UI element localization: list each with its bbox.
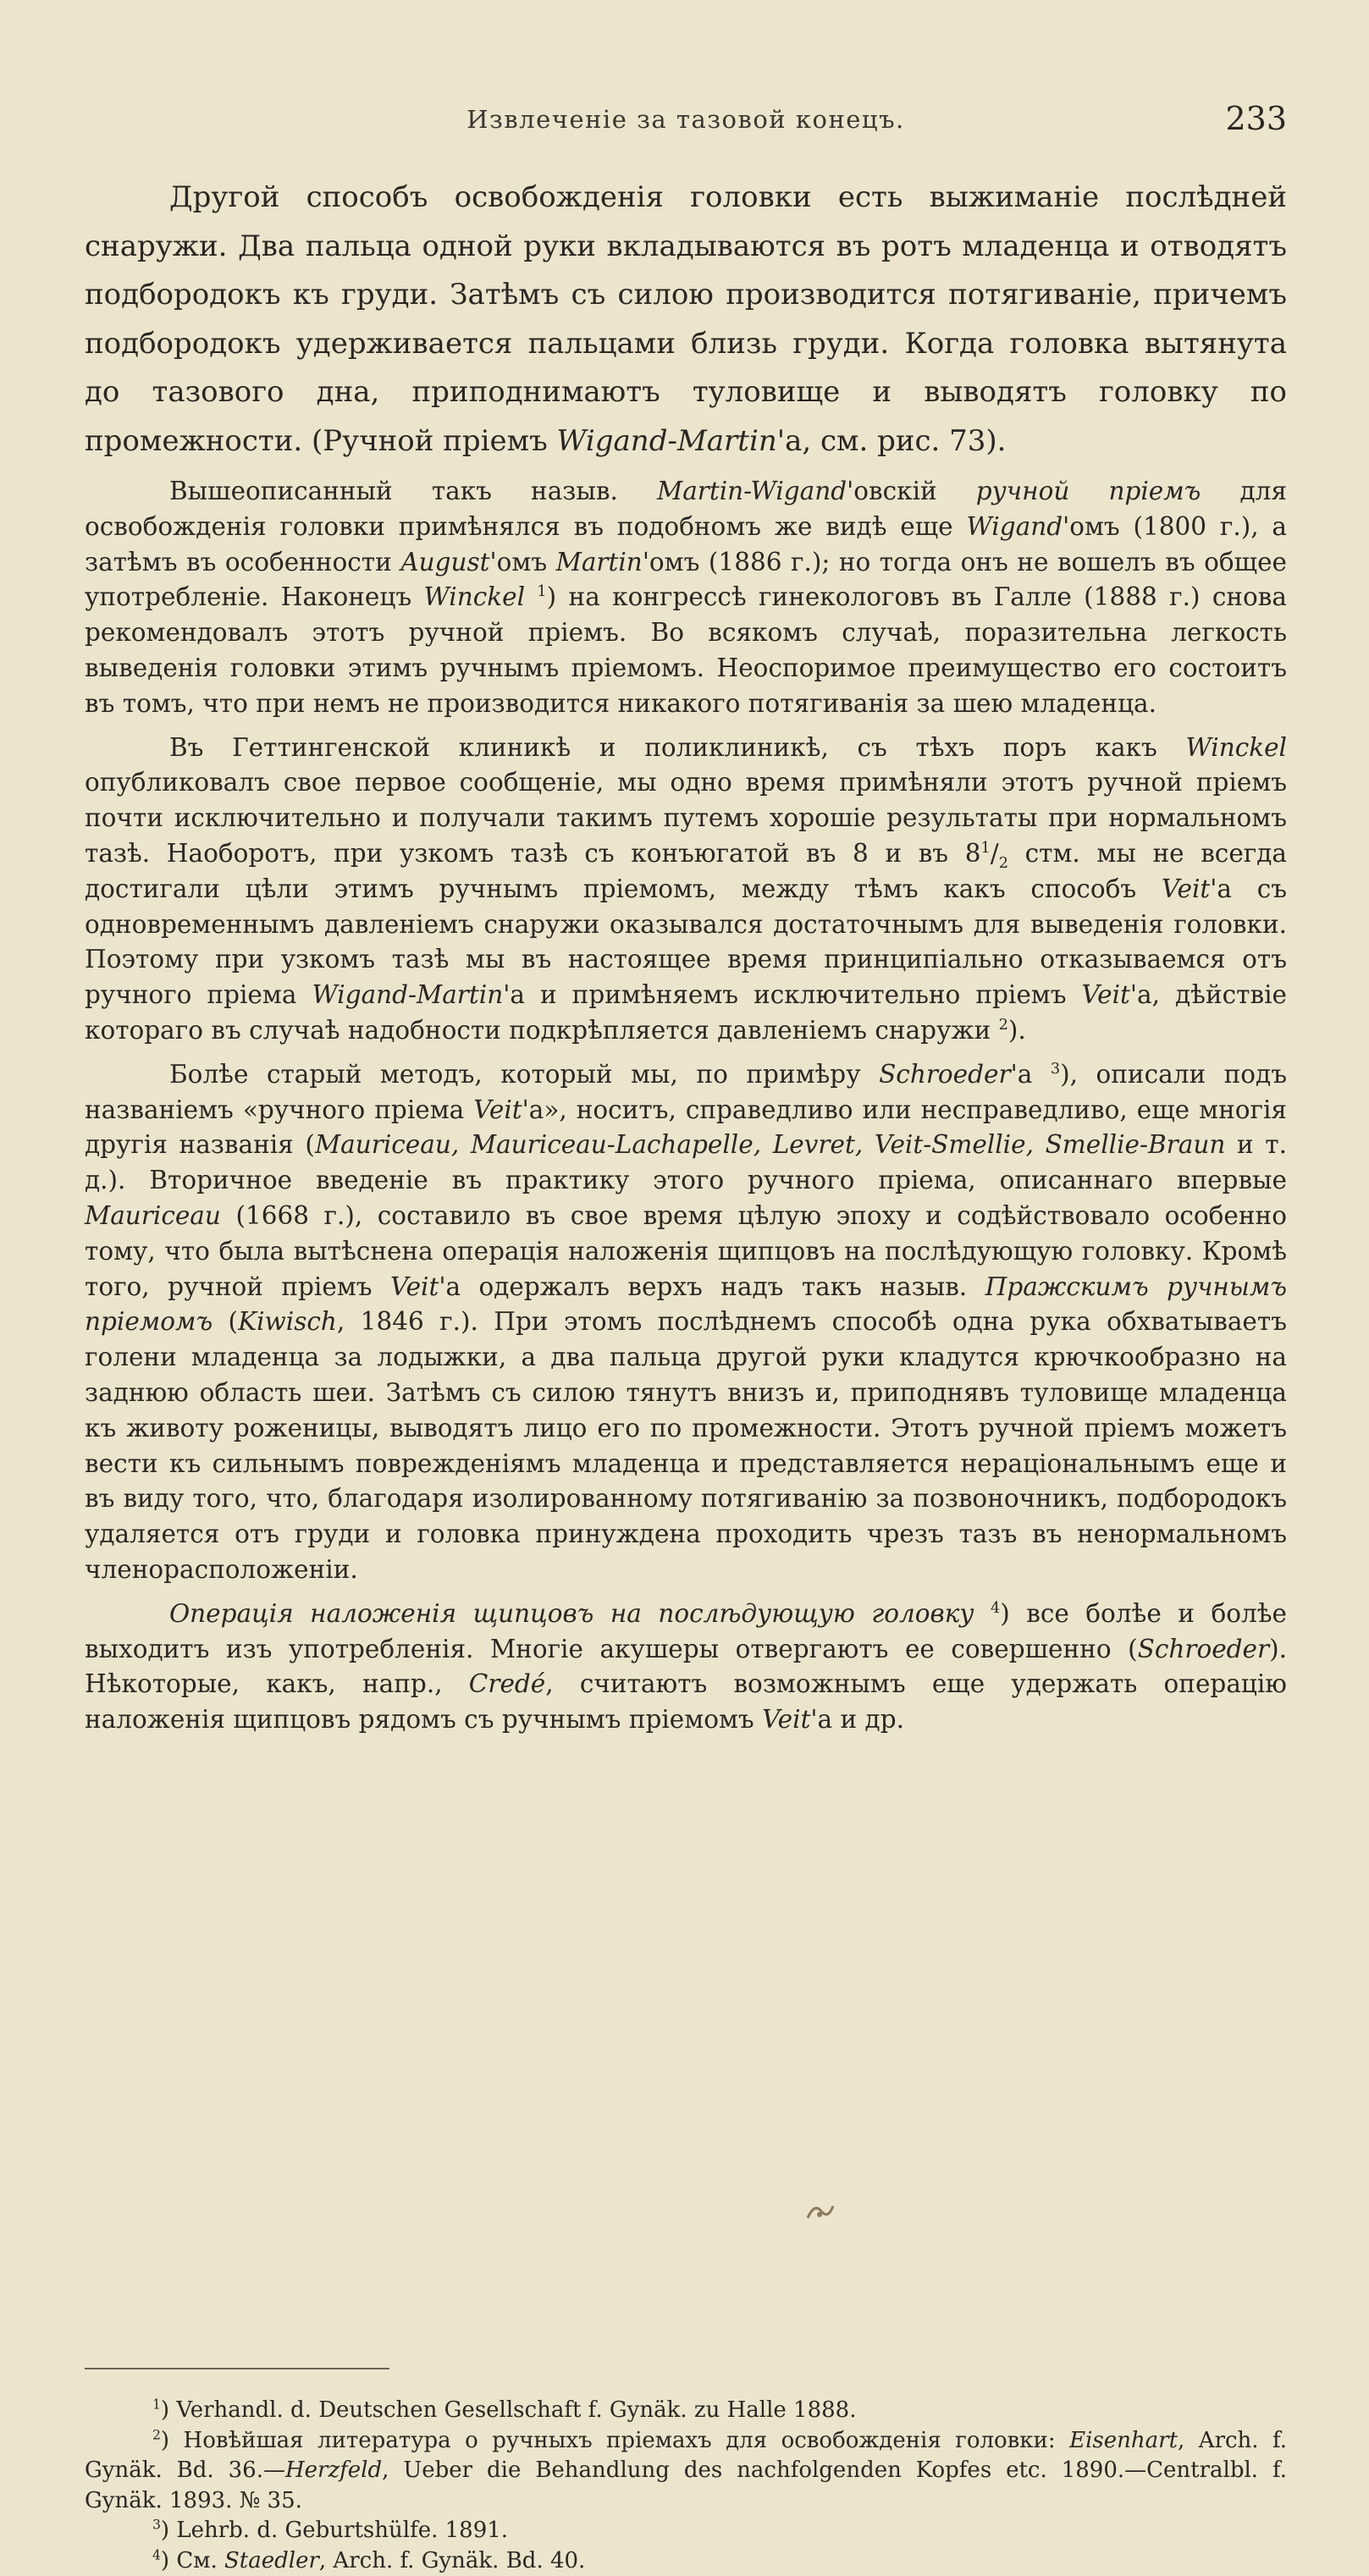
- paragraph-text: (1668 г.), составило въ свое время цѣлую эпоху и содѣйствовало особенно тому, что была вытѣснена операція наложенія щипцовъ на послѣдующую головку. Кромѣ того, ручной пріемъ: [85, 1201, 1287, 1301]
- author-name: Veit: [1082, 980, 1130, 1009]
- paragraph-text: ), описали подъ названіемъ «ручного пріема: [85, 1060, 1287, 1124]
- emphasized-term: Операція наложенія щипцовъ на послѣдующую головку: [169, 1599, 974, 1628]
- paragraph-text: 'а и примѣняемъ исключительно пріемъ: [503, 980, 1066, 1009]
- paragraph-text: 'а съ одновременнымъ давленіемъ снаружи оказывался достаточнымъ для выведенія головки. Поэтому при узкомъ тазѣ мы въ настоящее время принципіально отказываемся отъ ручного пріема: [85, 874, 1287, 1009]
- author-name: Veit: [762, 1705, 810, 1734]
- paragraph-text: 'а, см. рис. 73).: [777, 424, 1007, 458]
- paragraph-text: 'овскій: [847, 477, 937, 505]
- footnote-ref[interactable]: 4: [991, 1600, 1000, 1617]
- author-name: Martin-Wigand: [657, 477, 847, 505]
- author-name: Veit: [1162, 874, 1210, 903]
- paragraph-text: , считаютъ возможнымъ еще удержать операцію наложенія щипцовъ рядомъ съ ручнымъ пріемомъ: [85, 1669, 1287, 1734]
- paragraph-text: Другой способъ освобожденія головки есть выжиманіе послѣдней снаружи. Два пальца одной руки вкладываются въ ротъ младенца и отводятъ подбородокъ къ груди. Затѣмъ съ силою производится потягиваніе, причемъ подбородокъ удерживается пальцами близь груди. Когда головка вытянута до тазового дна, приподнимаютъ туловище и выводятъ головку по промежности. (Ручной пріемъ: [85, 180, 1287, 458]
- author-name: August: [400, 548, 489, 576]
- paragraph-1: [85, 174, 1287, 466]
- author-name: Staedler: [224, 2548, 319, 2573]
- author-name: Schroeder: [879, 1060, 1011, 1089]
- author-name: Kiwisch: [238, 1307, 337, 1336]
- book-page: [85, 0, 1287, 2247]
- paragraph-text: опубликовалъ свое первое сообщеніе, мы одно время примѣняли этотъ ручной пріемъ почти исключительно и получали такимъ путемъ хорошіе результаты при нормальномъ тазѣ. Наоборотъ, при узкомъ тазѣ съ конъюгатой въ 8 и въ 8: [85, 768, 1287, 868]
- paragraph-text: 'а и др.: [810, 1705, 904, 1734]
- paragraph-text: 'а: [1011, 1060, 1033, 1089]
- paragraph-text: Болѣе старый методъ, который мы, по примѣру: [169, 1060, 861, 1089]
- paragraph-text: 'омъ (1800 г.), а затѣмъ въ особенности: [85, 512, 1287, 576]
- paragraph-text: Въ Геттингенской клиникѣ и поликлиникѣ, съ тѣхъ поръ какъ: [169, 733, 1157, 762]
- paragraph-text: ) на конгрессѣ гинекологовъ въ Галле (1888 г.) снова рекомендовалъ этотъ ручной пріемъ. Во всякомъ случаѣ, поразительна легкость выведенія головки этимъ ручнымъ пріемомъ. Неоспоримое преимущество его состоитъ въ томъ, что при немъ не производится никакого потягиванія за шею младенца.: [85, 582, 1287, 717]
- author-name: Wigand-Martin: [557, 424, 777, 458]
- author-name: Martin: [556, 548, 643, 576]
- author-name: Wigand-Martin: [312, 980, 503, 1009]
- page-number: 233: [1225, 100, 1287, 137]
- footnote-text: ) Lehrb. d. Geburtshülfe. 1891.: [161, 2518, 508, 2543]
- fraction-numerator: 1: [980, 840, 990, 857]
- footnote-ref[interactable]: 3: [1051, 1061, 1060, 1078]
- footnote-mark: 1: [152, 2397, 161, 2412]
- author-name: Herzfeld: [285, 2457, 382, 2483]
- paragraph-text: 'а одержалъ верхъ надъ такъ назыв.: [439, 1272, 967, 1301]
- footnote-text: , Arch. f. Gynäk. Bd. 36.—: [85, 2428, 1287, 2484]
- footnote-mark: 4: [152, 2547, 161, 2562]
- footnote-divider: [85, 2368, 389, 2369]
- paragraph-text: 'омъ (1886 г.); но тогда онъ не вошелъ въ общее употребленіе. Наконецъ: [85, 548, 1287, 612]
- paragraph-5: [85, 1597, 1287, 1738]
- fraction-denominator: 2: [999, 855, 1008, 872]
- running-head: Извлеченіе за тазовой конецъ.: [85, 105, 1287, 134]
- author-name: Wigand: [966, 512, 1063, 541]
- footnote-text: ) Verhandl. d. Deutschen Gesellschaft f. Gynäk. zu Halle 1888.: [161, 2397, 857, 2423]
- paragraph-text: для освобожденія головки примѣнялся въ подобномъ же видѣ еще: [85, 477, 1287, 541]
- paragraph-text: 'а, дѣйствіе котораго въ случаѣ надобности подкрѣпляется давленіемъ снаружи: [85, 980, 1287, 1045]
- printer-ornament-icon: [803, 2199, 836, 2225]
- footnote-text: , Arch. f. Gynäk. Bd. 40.: [319, 2548, 585, 2573]
- footnote-3: [85, 2516, 1287, 2546]
- footnote-text: ) Новѣйшая литература о ручныхъ пріемахъ для освобожденія головки:: [161, 2428, 1056, 2453]
- paragraph-text: , 1846 г.). При этомъ послѣднемъ способѣ одна рука обхватываетъ голени младенца за лодыжки, а два пальца другой руки кладутся крючкообразно на заднюю область шеи. Затѣмъ съ силою тянутъ внизъ и, приподнявъ туловище младенца къ животу роженицы, выводятъ лицо его по промежности. Этотъ ручной пріемъ можетъ вести къ сильнымъ поврежденіямъ младенца и представляется нераціональнымъ еще и въ виду того, что, благодаря изолированному потягиванію за позвоночникъ, подбородокъ удаляется отъ груди и головка принуждена проходить чрезъ тазъ въ ненормальномъ членорасположеніи.: [85, 1307, 1287, 1584]
- paragraph-text: стм. мы не всегда достигали цѣли этимъ ручнымъ пріемомъ, между тѣмъ какъ способъ: [85, 839, 1287, 903]
- paragraph-text: ). Нѣкоторые, какъ, напр.,: [85, 1635, 1287, 1699]
- author-name: Schroeder: [1138, 1635, 1270, 1663]
- author-name: Mauriceau: [85, 1201, 221, 1230]
- paragraph-text: ) все болѣе и болѣе выходитъ изъ употребленія. Многіе акушеры отвергаютъ ее совершенно (: [85, 1599, 1287, 1663]
- paragraph-text: 'а», носитъ, справедливо или несправедливо, еще многія другія названія (: [85, 1095, 1287, 1160]
- paragraph-2: [85, 474, 1287, 722]
- paragraph-text: (: [229, 1307, 239, 1336]
- footnote-ref[interactable]: 2: [999, 1017, 1008, 1034]
- paragraph-3: Въ Геттингенской клиникѣ и поликлиникѣ, съ тѣхъ поръ какъ Winckel опубликовалъ свое первое сообщеніе, мы одно время примѣняли этотъ ручной пріемъ почти исключительно и получали такимъ путемъ хорошіе результаты при нормальномъ тазѣ. Наоборотъ, при узкомъ тазѣ съ конъюгатой въ 8 и въ $8^1/_2$ стм. мы не всегда достигали цѣли этимъ ручнымъ пріемомъ, между тѣмъ какъ способъ Veit'а съ одновременнымъ давленіемъ снаружи оказывался достаточнымъ для выведенія головки. Поэтому при узкомъ тазѣ мы въ настоящее время принципіально отказываемся отъ ручного пріема Wigand-Martin'а и примѣняемъ исключительно пріемъ Veit'а, дѣйствіе котораго въ случаѣ надобности подкрѣпляется давленіемъ снаружи $^2$).: [85, 731, 1287, 1049]
- footnotes: [85, 2396, 1287, 2576]
- author-name: Winckel: [1185, 733, 1287, 762]
- emphasized-term: Пражскимъ ручнымъ пріемомъ: [85, 1272, 1287, 1337]
- page-header: [85, 100, 1287, 142]
- paragraph-text: 'омъ: [490, 548, 548, 576]
- author-name: Credé: [469, 1669, 545, 1698]
- author-name: Eisenhart: [1069, 2428, 1178, 2453]
- emphasized-term: ручной пріемъ: [976, 477, 1201, 505]
- author-names-list: Mauriceau, Mauriceau-Lachapelle, Levret, Veit-Smellie, Smellie-Braun: [315, 1130, 1225, 1159]
- author-name: Veit: [390, 1272, 439, 1301]
- footnote-2: [85, 2426, 1287, 2517]
- footnote-4: [85, 2546, 1287, 2576]
- footnote-text: ) См.: [161, 2548, 218, 2573]
- paragraph-text: Вышеописанный такъ назыв.: [169, 477, 618, 505]
- footnote-mark: 2: [152, 2427, 161, 2442]
- paragraph-text: ).: [1008, 1016, 1026, 1045]
- body-text: [85, 174, 1287, 1738]
- footnote-1: [85, 2396, 1287, 2426]
- footnote-text: , Ueber die Behandlung des nachfolgenden Kopfes etc. 1890.—Centralbl. f. Gynäk. 1893. № 35.: [85, 2457, 1287, 2513]
- paragraph-text: и т. д.). Вторичное введеніе въ практику этого ручного пріема, описаннаго впервые: [85, 1130, 1287, 1194]
- footnote-ref[interactable]: 1: [537, 584, 546, 601]
- footnote-mark: 3: [152, 2517, 161, 2532]
- paragraph-4: [85, 1057, 1287, 1588]
- author-name: Winckel: [423, 582, 525, 611]
- author-name: Veit: [473, 1095, 522, 1124]
